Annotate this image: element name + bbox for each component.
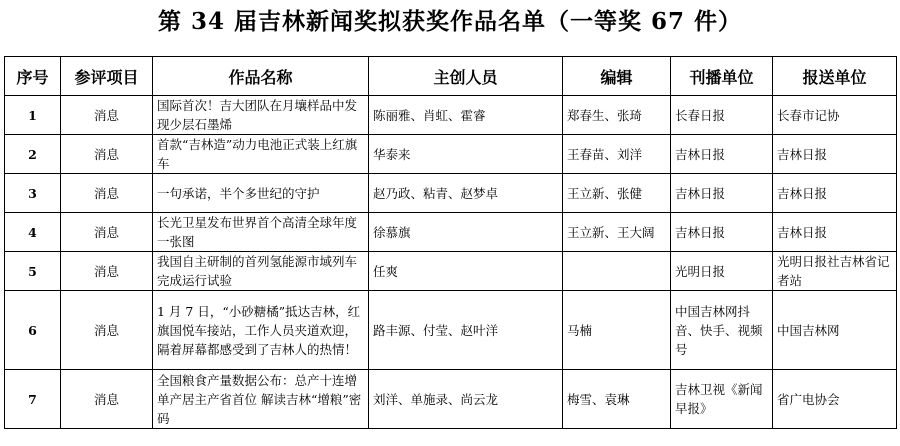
column-header-submitter: 报送单位 [773, 57, 897, 96]
cell-category: 消息 [61, 252, 153, 291]
cell-creators: 华泰来 [369, 135, 563, 174]
cell-no: 1 [5, 96, 61, 135]
cell-work: 1 月 7 日，“小砂糖橘”抵达吉林，红旗国悦车接站，工作人员夹道欢迎，隔着屏幕都感受到了吉林人的热情！ [153, 291, 369, 370]
cell-submitter: 光明日报社吉林省记者站 [773, 252, 897, 291]
cell-no: 4 [5, 213, 61, 252]
cell-category: 消息 [61, 174, 153, 213]
cell-creators: 任爽 [369, 252, 563, 291]
cell-publisher: 吉林卫视《新闻早报》 [671, 370, 773, 429]
column-header-no: 序号 [5, 57, 61, 96]
cell-category: 消息 [61, 213, 153, 252]
table-row [5, 252, 897, 291]
cell-creators: 徐慕旗 [369, 213, 563, 252]
page-title: 第 34 届吉林新闻奖拟获奖作品名单（一等奖 67 件） [157, 8, 743, 35]
cell-submitter: 吉林日报 [773, 174, 897, 213]
table-row [5, 213, 897, 252]
cell-submitter: 中国吉林网 [773, 291, 897, 370]
cell-submitter: 省广电协会 [773, 370, 897, 429]
cell-publisher: 长春日报 [671, 96, 773, 135]
cell-publisher: 吉林日报 [671, 174, 773, 213]
cell-editors: 马楠 [563, 291, 671, 370]
cell-category: 消息 [61, 96, 153, 135]
table-row [5, 174, 897, 213]
table-row [5, 370, 897, 429]
table-header-row [5, 57, 897, 96]
cell-work: 国际首次！吉大团队在月壤样品中发现少层石墨烯 [153, 96, 369, 135]
cell-work: 长光卫星发布世界首个高清全球年度一张图 [153, 213, 369, 252]
cell-creators: 刘洋、单施录、尚云龙 [369, 370, 563, 429]
cell-creators: 路丰源、付莹、赵叶洋 [369, 291, 563, 370]
cell-category: 消息 [61, 135, 153, 174]
table-row [5, 291, 897, 370]
column-header-category: 参评项目 [61, 57, 153, 96]
column-header-creators: 主创人员 [369, 57, 563, 96]
cell-work: 首款“吉林造”动力电池正式装上红旗车 [153, 135, 369, 174]
cell-editors: 梅雪、袁琳 [563, 370, 671, 429]
cell-no: 7 [5, 370, 61, 429]
cell-no: 3 [5, 174, 61, 213]
table-row [5, 135, 897, 174]
column-header-editors: 编辑 [563, 57, 671, 96]
cell-submitter: 长春市记协 [773, 96, 897, 135]
award-table [4, 56, 897, 429]
cell-submitter: 吉林日报 [773, 135, 897, 174]
cell-work: 一句承诺，半个多世纪的守护 [153, 174, 369, 213]
cell-creators: 赵乃政、粘青、赵梦卓 [369, 174, 563, 213]
cell-publisher: 光明日报 [671, 252, 773, 291]
cell-work: 全国粮食产量数据公布：总产十连增 单产居主产省首位 解读吉林“增粮”密码 [153, 370, 369, 429]
cell-category: 消息 [61, 370, 153, 429]
cell-submitter: 吉林日报 [773, 213, 897, 252]
cell-editors: 王立新、张健 [563, 174, 671, 213]
cell-editors: 王立新、王大阔 [563, 213, 671, 252]
cell-editors: 王春苗、刘洋 [563, 135, 671, 174]
cell-editors [563, 252, 671, 291]
cell-work: 我国自主研制的首列氢能源市域列车完成运行试验 [153, 252, 369, 291]
column-header-work: 作品名称 [153, 57, 369, 96]
table-row [5, 96, 897, 135]
cell-no: 2 [5, 135, 61, 174]
cell-creators: 陈丽雅、肖虹、霍睿 [369, 96, 563, 135]
cell-category: 消息 [61, 291, 153, 370]
cell-publisher: 吉林日报 [671, 135, 773, 174]
cell-publisher: 中国吉林网抖音、快手、视频号 [671, 291, 773, 370]
cell-editors: 郑春生、张琦 [563, 96, 671, 135]
column-header-publisher: 刊播单位 [671, 57, 773, 96]
cell-publisher: 吉林日报 [671, 213, 773, 252]
cell-no: 6 [5, 291, 61, 370]
cell-no: 5 [5, 252, 61, 291]
